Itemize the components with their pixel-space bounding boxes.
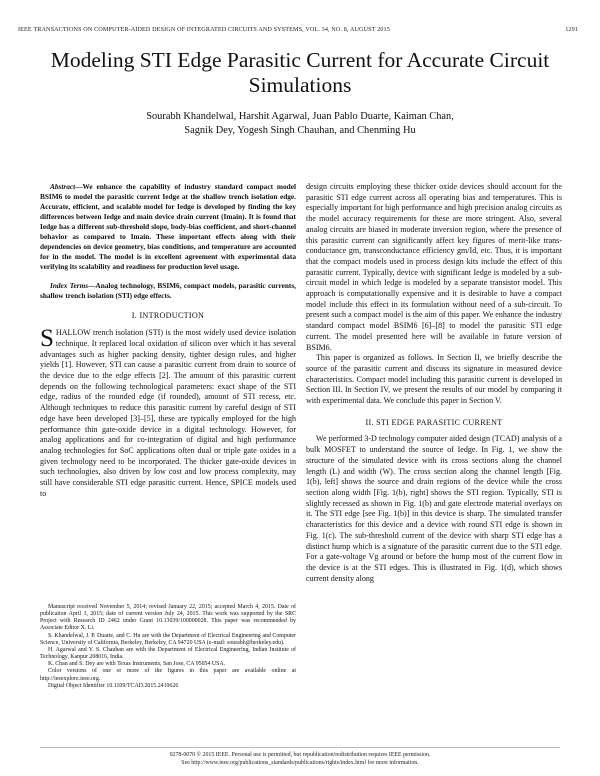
running-head: [18, 26, 578, 33]
organization-paragraph: This paper is organized as follows. In Section II, we briefly describe the source of the parasitic current and discuss its signature in measured device characteristics. Compact model including this parasitic current is developed in Section III. In Section IV, we present the results of our model by comparing it with experimental data. We conclude this paper in Section V.: [306, 353, 562, 406]
intro-paragraph-text: HALLOW trench isolation (STI) is the most widely used device isolation technique. It replaced local oxidation of silicon over which it has several advantages such as higher packing density, tighter design rules, and higher yields [1]. However, STI can cause a parasitic current from drain to source of the device due to the edge effects [2]. The amount of this parasitic current depends on the following technological parameters: exact shape of the STI edge, radius of the rounded edge (if rounded), amount of STI recess, etc. Although techniques to reduce this parasitic current by careful design of STI edge have been developed [3]–[5], these are typically employed for the high performance thin gate-oxide device in a digital technology. However, for analog applications and for co-integration of digital and high performance analog technologies for SoC applications often dual or triple gate oxides in a given technology need to be incorporated. The thicker gate-oxide devices in such technologies, also driven by low cost and low process complexity, may still have considerable STI edge parasitic current. Hence, SPICE models used to: [40, 328, 296, 498]
footnote-doi: Digital Object Identifier 10.1109/TCAD.2015.2419626: [48, 682, 179, 689]
section-heading-sti-edge: II. STI EDGE PARASITIC CURRENT: [365, 417, 503, 427]
intro-paragraph: [40, 325, 296, 499]
footnote-color: Color versions of one or more of the figures in this paper are available online at http://ieeexplore.ieee.org.: [40, 668, 296, 682]
intro-paragraph-continued: design circuits employing these thicker oxide devices should account for the parasitic STI edge current across all operating bias and temperatures. This is especially important for high performance and high precision analog circuits as the model accuracy requirements for these are more stringent. Also, several analog circuits are biased in moderate inversion region, where the presence of this parasitic current can significantly affect key figures of merit-like trans-conductance gm, transconductance efficiency gm/Id, etc. Thus, it is important that the compact models used in process design kits include the effect of this parasitic current. Typically, device with significant Iedge is modeled by a sub-circuit model in which Iedge is modeled by a separate transistor model. This approach is computationally expensive and it is desirable to have a compact model include this effect in its formulation without need of a sub-circuit. To present such a compact model is the aim of this paper. We enhance the industry standard compact model BSIM6 [6]–[8] to model the parasitic STI edge current. The model presented here will be available in future version of BSIM6.: [306, 182, 562, 352]
sti-edge-paragraph: We performed 3-D technology computer aided design (TCAD) analysis of a bulk MOSFET to understand the source of Iedge. In Fig. 1, we show the structure of the simulated device with its cross sections along the channel length (L) and width (W). The cross section along the channel length [Fig. 1(b), left] shows the source and drain regions of the device while the cross section along width [Fig. 1(b), right] shows the STI region. Typically, STI is slightly recessed as shown in Fig. 1(b) and gate electrode material overlays on it. The STI edge [see Fig. 1(b)] in this device is sharp. The simulated transfer characteristics for this device and a device with round STI edge is shown in Fig. 1(c). The sub-threshold current of the device with sharp STI edge has a distinct hump which is a signature of the parasitic current due to the STI edge. For a gate-voltage Vg around or before the hump most of the current flow in the device is at the STI edges. This is illustrated in Fig. 1(d), which shows current density along: [306, 434, 562, 583]
page-number: 1291: [565, 26, 578, 33]
paper-title: Modeling STI Edge Parasitic Current for Accurate Circuit Simulations: [50, 48, 550, 97]
copyright-footer: [40, 752, 560, 767]
drop-cap: S: [40, 325, 54, 353]
author-line-2: Sagnik Dey, Yogesh Singh Chauhan, and Chenming Hu: [184, 124, 416, 136]
footnote-manuscript: Manuscript received November 5, 2014; revised January 22, 2015; accepted March 4, 2015. Date of publication April 3, 2015; date of current version July 24, 2015. This work was supported by the SRC Project with Research ID 2462 under Grant 10.13039/100000028. This paper was recommended by Associate Editor X. Li.: [40, 604, 296, 632]
rights-link-line: See http://www.ieee.org/publications_standards/publications/rights/index.html for more information.: [181, 759, 419, 766]
index-terms: [40, 281, 296, 301]
index-terms-label: Index Terms: [50, 280, 89, 290]
author-list: [40, 110, 560, 137]
right-column: [306, 182, 562, 584]
footnote-affiliation-1: S. Khandelwal, J. P. Duarte, and C. Hu are with the Department of Electrical Engineering and Computer Science, University of California, Berkeley, Berkeley, CA 94720 USA (e-mail: sourabh@berkeley.edu).: [40, 632, 296, 646]
footnotes: [40, 604, 296, 690]
left-column: [40, 182, 296, 499]
abstract-text: —We enhance the capability of industry standard compact model BSIM6 to model the parasitic current Iedge at the shallow trench isolation edge. Accurate, efficient, and scalable model for Iedge is developed by finding the key differences between Iedge and main device drain current (Imain). It is found that Iedge has a different sub-threshold slope, body-bias coefficient, and short-channel behavior as compared to Imain. These important effects along with their dependencies on device geometry, bias conditions, and temperature are accounted for in the model. The model is in excellent agreement with experimental data verifying its scalability and readiness for production level usage.: [40, 182, 296, 271]
abstract: [40, 182, 296, 272]
journal-name: IEEE TRANSACTIONS ON COMPUTER-AIDED DESIGN OF INTEGRATED CIRCUITS AND SYSTEMS, VOL. 34, NO. 8, AUGUST 2015: [18, 26, 390, 33]
section-heading-introduction: I. INTRODUCTION: [131, 311, 205, 321]
index-terms-text: —Analog technology, BSIM6, compact models, parasitic currents, shallow trench isolation (STI) edge effects.: [40, 280, 296, 300]
abstract-label: Abstract: [50, 182, 76, 191]
footer-divider: [40, 747, 560, 748]
author-line-1: Sourabh Khandelwal, Harshit Agarwal, Juan Pablo Duarte, Kaiman Chan,: [146, 111, 454, 122]
copyright-line: 0278-0070 © 2015 IEEE. Personal use is permitted, but republication/redistribution requires IEEE permission.: [169, 752, 431, 758]
footnote-affiliation-2: H. Agarwal and Y. S. Chauhan are with the Department of Electrical Engineering, Indian Institute of Technology, Kanpur 208016, India.: [40, 646, 296, 661]
footnote-affiliation-3: K. Chan and S. Dey are with Texas Instruments, San Jose, CA 95054 USA.: [48, 661, 226, 668]
